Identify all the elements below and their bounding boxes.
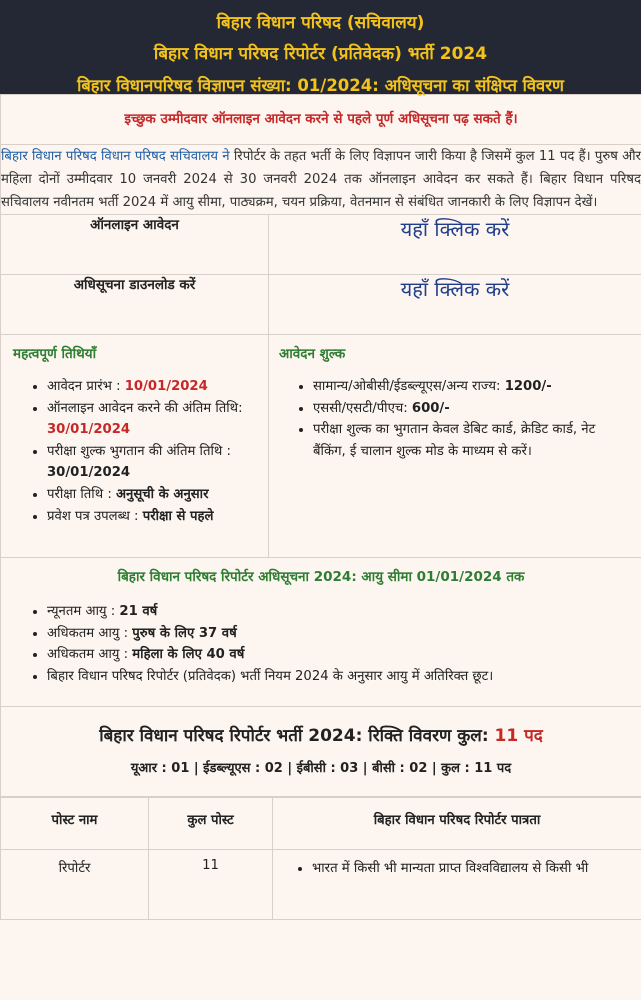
application-fee-title: आवेदन शुल्क [279,346,346,362]
table-row [1,850,641,920]
notification-download-label: अधिसूचना डाउनलोड करें [1,275,269,335]
post-name: रिपोर्टर [1,850,149,920]
age-limit-title: बिहार विधान परिषद रिपोर्टर अधिसूचना 2024: आयु सीमा 01/01/2024 तक [117,569,525,585]
list-item: • बिहार विधान परिषद रिपोर्टर (प्रतिवेदक) भर्ती नियम 2024 के अनुसार आयु में अतिरिक्त छूट। [47,666,641,688]
application-fee-cell [269,335,641,558]
age-limit-cell [1,558,641,707]
list-item: • परीक्षा शुल्क भुगतान की अंतिम तिथि : 30/01/2024 [47,441,268,484]
list-item: • परीक्षा शुल्क का भुगतान केवल डेबिट कार्ड, क्रेडिट कार्ड, नेट बैंकिंग, ई चालान शुल्क मोड के माध्यम से करें। [313,419,631,462]
vacancy-title: बिहार विधान परिषद रिपोर्टर भर्ती 2024: रिक्ति विवरण कुल: 11 पद [99,726,543,746]
list-item: • सामान्य/ओबीसी/ईडब्ल्यूएस/अन्य राज्य: 1200/- [313,376,631,398]
important-dates-cell [1,335,269,558]
header-org-title: बिहार विधान परिषद (सचिवालय) [216,13,425,33]
age-limit-list [1,601,641,687]
notification-download-link[interactable]: यहाँ क्लिक करें [269,275,641,335]
online-apply-label: ऑनलाइन आवेदन [1,215,269,275]
list-item: • भारत में किसी भी मान्यता प्राप्त विश्वविद्यालय से किसी भी [312,858,640,876]
intro-text: रिपोर्टर के तहत भर्ती के लिए विज्ञापन जारी किया है जिसमें कुल 11 पद हैं। पुरुष और महिला दोनों उम्मीदवार 10 जनवरी 2024 से 30 जनवरी 2024 तक ऑनलाइन आवेदन कर सकते हैं। बिहार विधान परिषद सचिवालय नवीनतम भर्ती 2024 में आयु सीमा, पाठ्यक्रम, चयन प्रक्रिया, वेतनमान से संबंधित जानकारी के लिए विज्ञापन देखें। [1,149,641,210]
list-item: • अधिकतम आयु : महिला के लिए 40 वर्ष [47,644,641,666]
notice-text: इच्छुक उम्मीदवार ऑनलाइन आवेदन करने से पहले पूर्ण अधिसूचना पढ़ सकते हैं। [1,95,641,145]
post-count: 11 [149,850,273,920]
column-header-total-posts: कुल पोस्ट [149,798,273,850]
important-dates-list [1,376,268,527]
list-item: • अधिकतम आयु : पुरुष के लिए 37 वर्ष [47,623,641,645]
list-item: • ऑनलाइन आवेदन करने की अंतिम तिथि: 30/01/2024 [47,398,268,441]
list-item: • परीक्षा तिथि : अनुसूची के अनुसार [47,484,268,506]
intro-link[interactable]: बिहार विधान परिषद विधान परिषद सचिवालय ने [1,149,230,164]
column-header-eligibility: बिहार विधान परिषद रिपोर्टर पात्रता [273,798,641,850]
list-item: • एससी/एसटी/पीएच: 600/- [313,398,631,420]
intro-paragraph [1,145,641,215]
header-recruitment-title: बिहार विधान परिषद रिपोर्टर (प्रतिवेदक) भर्ती 2024 [153,44,488,64]
vacancy-total: 11 पद [494,726,543,746]
column-header-post-name: पोस्ट नाम [1,798,149,850]
posts-table [0,797,641,920]
details-table [0,94,641,797]
header-advertisement-title: बिहार विधानपरिषद विज्ञापन संख्या: 01/2024: अधिसूचना का संक्षिप्त विवरण [77,76,564,95]
online-apply-link[interactable]: यहाँ क्लिक करें [269,215,641,275]
important-dates-title: महत्वपूर्ण तिथियाँ [13,346,97,362]
list-item: • प्रवेश पत्र उपलब्ध : परीक्षा से पहले [47,506,268,528]
page-header [0,0,641,94]
post-eligibility [273,850,641,920]
vacancy-cell [1,707,641,797]
vacancy-breakdown: यूआर : 01 | ईडब्ल्यूएस : 02 | ईबीसी : 03 | बीसी : 02 | कुल : 11 पद [130,761,512,776]
list-item: • आवेदन प्रारंभ : 10/01/2024 [47,376,268,398]
list-item: • न्यूनतम आयु : 21 वर्ष [47,601,641,623]
application-fee-list [269,376,641,462]
